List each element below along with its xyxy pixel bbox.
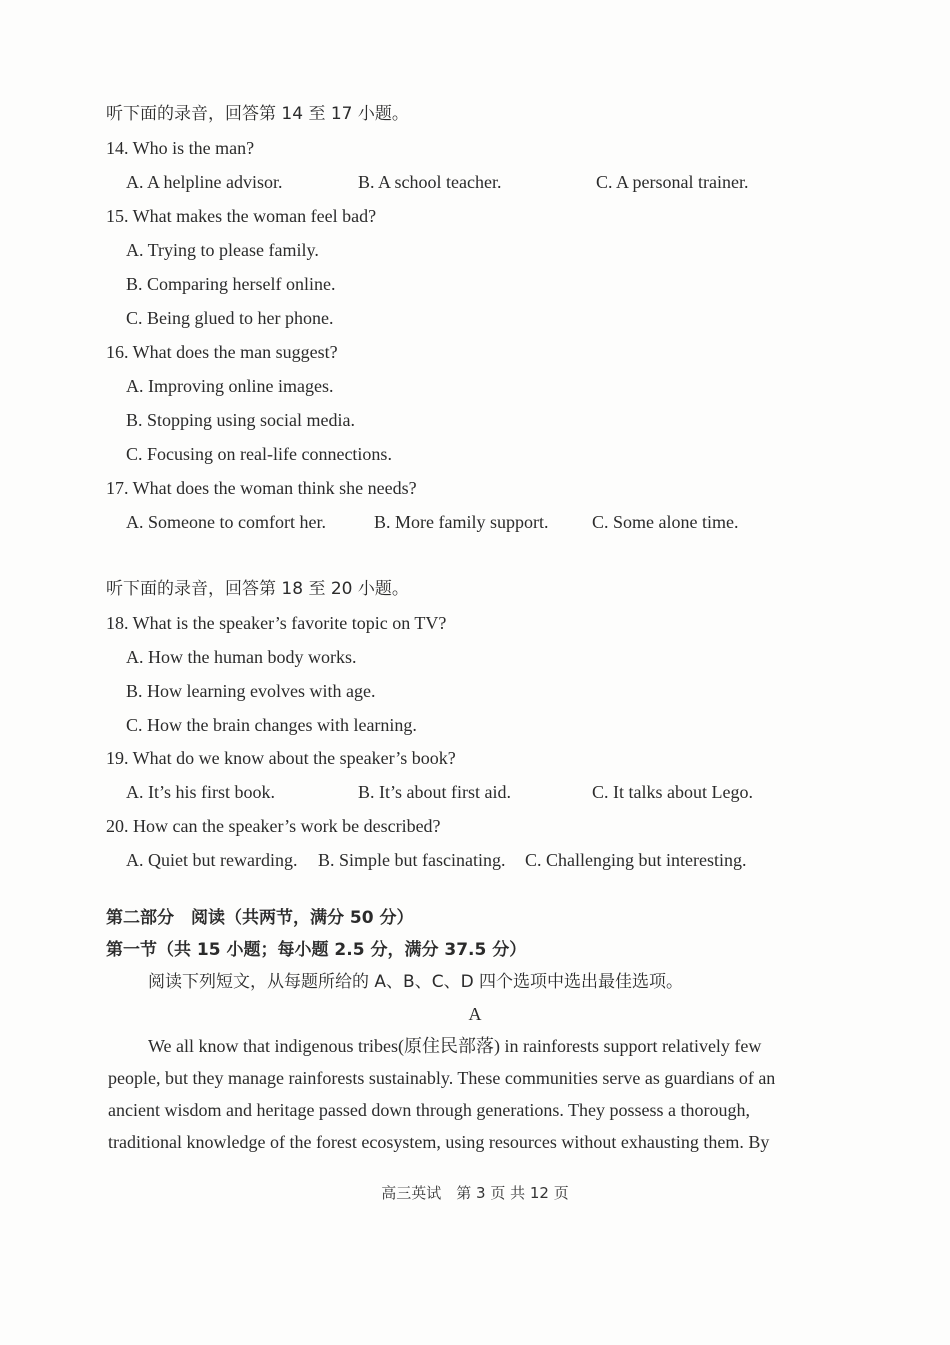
passage-label: A <box>468 1004 482 1024</box>
paragraph-line-3: ancient wisdom and heritage passed down through generations. They possess a thorough, <box>108 1100 751 1120</box>
question-15-option-a: A. Trying to please family. <box>126 240 319 260</box>
question-20-option-c: C. Challenging but interesting. <box>525 850 747 870</box>
paragraph-line-1: We all know that indigenous tribes(原住民部落) in rainforests support relatively few <box>148 1036 762 1056</box>
question-16-option-a: A. Improving online images. <box>126 376 334 396</box>
question-20-option-a: A. Quiet but rewarding. <box>126 850 298 870</box>
question-17-stem: 17. What does the woman think she needs? <box>106 478 417 498</box>
question-17-option-c: C. Some alone time. <box>592 512 739 532</box>
question-17-option-b: B. More family support. <box>374 512 549 532</box>
question-15-option-b: B. Comparing herself online. <box>126 274 336 294</box>
paragraph-line-2: people, but they manage rainforests sustainably. These communities serve as guardians of an <box>108 1068 776 1088</box>
part-two-heading: 第二部分 阅读（共两节，满分 50 分） <box>106 908 414 928</box>
question-14-option-c: C. A personal trainer. <box>596 172 749 192</box>
question-18-option-a: A. How the human body works. <box>126 647 357 667</box>
paragraph-line-4: traditional knowledge of the forest ecosystem, using resources without exhausting them. By <box>108 1132 770 1152</box>
question-14-option-b: B. A school teacher. <box>358 172 502 192</box>
question-16-option-b: B. Stopping using social media. <box>126 410 355 430</box>
question-14-stem: 14. Who is the man? <box>106 138 255 158</box>
question-15-stem: 15. What makes the woman feel bad? <box>106 206 377 226</box>
question-17-option-a: A. Someone to comfort her. <box>126 512 326 532</box>
question-18-option-b: B. How learning evolves with age. <box>126 681 376 701</box>
question-15-option-c: C. Being glued to her phone. <box>126 308 334 328</box>
listening-instruction-1: 听下面的录音，回答第 14 至 17 小题。 <box>106 104 409 124</box>
question-18-stem: 18. What is the speaker’s favorite topic on TV? <box>106 613 447 633</box>
question-19-option-b: B. It’s about first aid. <box>358 782 511 802</box>
question-20-option-b: B. Simple but fascinating. <box>318 850 506 870</box>
question-19-option-c: C. It talks about Lego. <box>592 782 753 802</box>
question-19-stem: 19. What do we know about the speaker’s book? <box>106 748 456 768</box>
listening-instruction-2: 听下面的录音，回答第 18 至 20 小题。 <box>106 579 409 599</box>
reading-instruction: 阅读下列短文，从每题所给的 A、B、C、D 四个选项中选出最佳选项。 <box>148 972 684 992</box>
question-19-option-a: A. It’s his first book. <box>126 782 276 802</box>
question-16-option-c: C. Focusing on real-life connections. <box>126 444 392 464</box>
question-16-stem: 16. What does the man suggest? <box>106 342 338 362</box>
page-footer: 高三英试 第 3 页 共 12 页 <box>381 1184 569 1202</box>
question-20-stem: 20. How can the speaker’s work be described? <box>106 816 441 836</box>
question-14-option-a: A. A helpline advisor. <box>126 172 283 192</box>
question-18-option-c: C. How the brain changes with learning. <box>126 715 417 735</box>
section-one-heading: 第一节（共 15 小题；每小题 2.5 分，满分 37.5 分） <box>106 940 527 960</box>
